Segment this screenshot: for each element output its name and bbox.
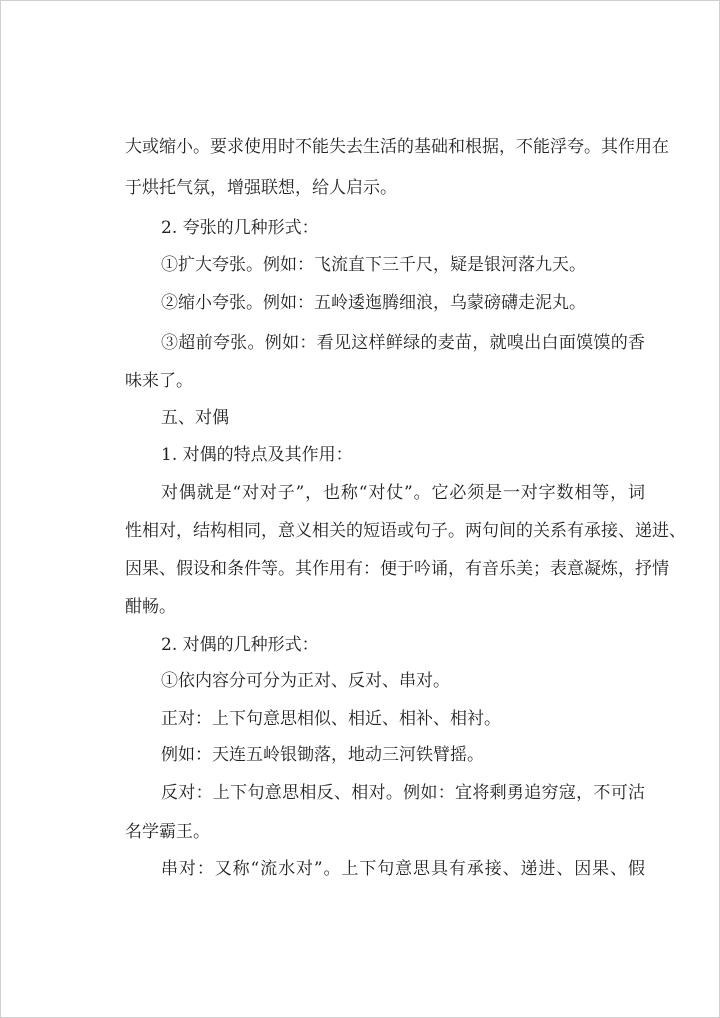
paragraph-line: 名学霸王。 <box>125 822 210 842</box>
paragraph-line: 性相对，结构相同，意义相关的短语或句子。两句间的关系有承接、递进、 <box>125 521 686 541</box>
paragraph-line: 因果、假设和条件等。其作用有：便于吟诵，有音乐美；表意凝炼，抒情 <box>125 559 669 579</box>
paragraph-line: 酣畅。 <box>125 597 176 617</box>
example-line: 例如：天连五岭银锄落，地动三河铁臂摇。 <box>161 745 484 765</box>
list-item: ③超前夸张。例如：看见这样鲜绿的麦苗，就嗅出白面馍馍的香 <box>161 333 645 353</box>
list-item: ①依内容分可分为正对、反对、串对。 <box>161 671 450 691</box>
paragraph-line: 大或缩小。要求使用时不能失去生活的基础和根据，不能浮夸。其作用在 <box>125 137 669 157</box>
section-heading: 2. 对偶的几种形式： <box>161 635 319 655</box>
list-item: ①扩大夸张。例如：飞流直下三千尺，疑是银河落九天。 <box>161 255 586 275</box>
paragraph-line: 反对：上下句意思相反、相对。例如：宜将剩勇追穷寇，不可沽 <box>161 783 645 803</box>
section-heading: 1. 对偶的特点及其作用： <box>161 445 353 465</box>
paragraph-line: 味来了。 <box>125 371 193 391</box>
list-item: ②缩小夸张。例如：五岭逶迤腾细浪，乌蒙磅礴走泥丸。 <box>161 293 586 313</box>
paragraph-line: 于烘托气氛，增强联想，给人启示。 <box>125 178 397 198</box>
paragraph-line: 正对：上下句意思相似、相近、相补、相衬。 <box>161 709 501 729</box>
chapter-heading: 五、对偶 <box>161 408 229 428</box>
section-heading: 2. 夸张的几种形式： <box>161 218 319 238</box>
paragraph-line: 串对：又称“流水对”。上下句意思具有承接、递进、因果、假 <box>161 859 645 879</box>
paragraph-line: 对偶就是“对对子”，也称“对仗”。它必须是一对字数相等，词 <box>161 483 645 503</box>
